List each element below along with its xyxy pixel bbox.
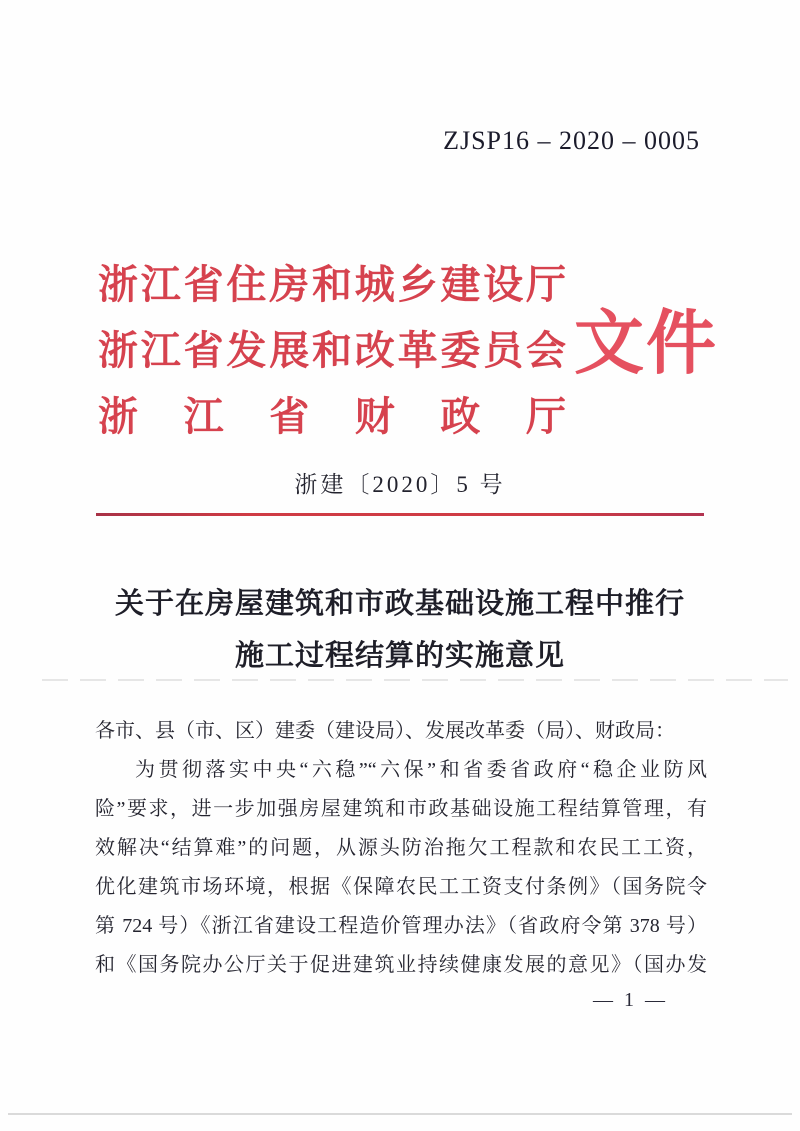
document-title-line-1: 关于在房屋建筑和市政基础设施工程中推行 — [114, 588, 685, 620]
scan-bottom-edge-artifact — [8, 1113, 792, 1115]
scan-fold-artifact-line — [42, 679, 788, 681]
document-title — [0, 578, 800, 682]
body-paragraph-line: 优化建筑市场环境，根据《保障农民工工资支付条例》（国务院令 — [95, 876, 707, 898]
body-salutation-line: 各市、县（市、区）建委（建设局）、发展改革委（局）、财政局： — [95, 720, 675, 742]
letterhead-red-divider — [96, 513, 704, 516]
body-paragraph-line: 第 724 号）《浙江省建设工程造价管理办法》（省政府令第 378 号） — [95, 915, 707, 937]
letterhead-doc-type-label: 文件 — [574, 306, 718, 383]
letterhead-agency-line-3: 浙江省财政厅 — [98, 394, 566, 439]
document-body — [95, 712, 707, 985]
document-reference-number: 浙建〔2020〕5 号 — [294, 472, 506, 497]
letterhead-agency-line-2: 浙江省发展和改革委员会 — [98, 328, 566, 373]
body-paragraph-line: 为贯彻落实中央“六稳”“六保”和省委省政府“稳企业防风 — [135, 759, 707, 781]
page-number: — 1 — — [593, 989, 668, 1011]
body-paragraph-line: 效解决“结算难”的问题，从源头防治拖欠工程款和农民工工资， — [95, 837, 707, 859]
document-index-code: ZJSP16 – 2020 – 0005 — [443, 126, 700, 155]
document-title-line-2: 施工过程结算的实施意见 — [234, 640, 565, 672]
letterhead-agency-block — [98, 252, 566, 450]
letterhead-agency-line-1: 浙江省住房和城乡建设厅 — [98, 262, 566, 307]
body-paragraph-line: 险”要求，进一步加强房屋建筑和市政基础设施工程结算管理，有 — [95, 798, 707, 820]
body-paragraph-line: 和《国务院办公厅关于促进建筑业持续健康发展的意见》（国办发 — [95, 954, 707, 976]
